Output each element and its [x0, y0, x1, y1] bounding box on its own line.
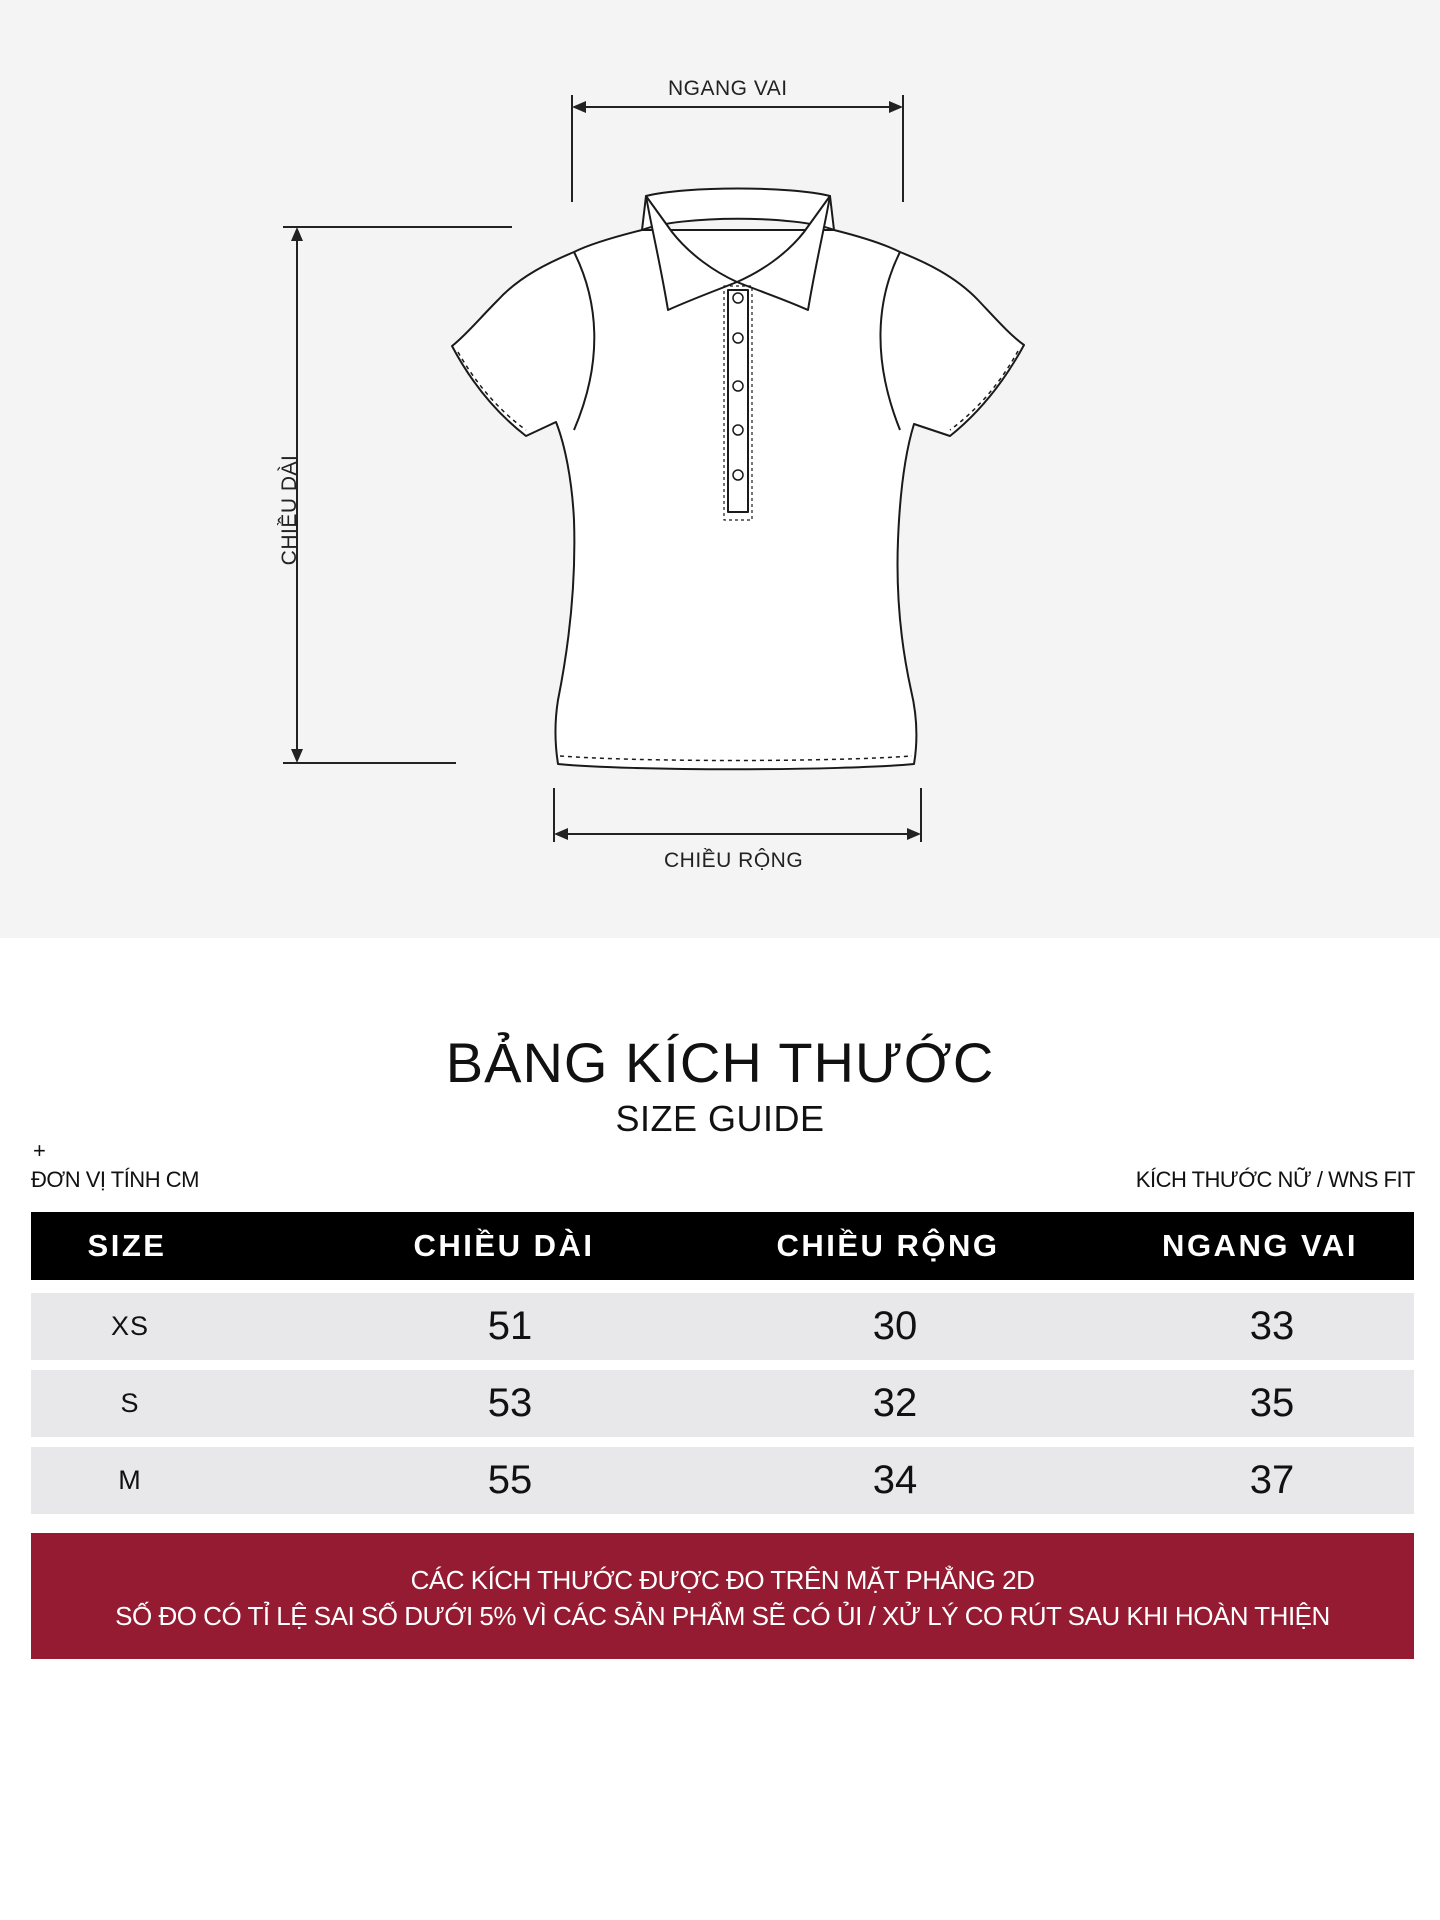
- length-label: CHIỀU DÀI: [278, 454, 301, 566]
- column-header-length: CHIỀU DÀI: [413, 1228, 595, 1263]
- arrowhead-icon: [907, 828, 921, 840]
- page-title: BẢNG KÍCH THƯỚC: [445, 1031, 995, 1094]
- width-cell: 34: [872, 1458, 918, 1502]
- arrowhead-icon: [572, 101, 586, 113]
- arrowhead-icon: [889, 101, 903, 113]
- column-header-shoulder: NGANG VAI: [1162, 1228, 1358, 1263]
- shoulder-width-label: NGANG VAI: [668, 77, 788, 100]
- arrowhead-icon: [291, 749, 303, 763]
- note-line-2: SỐ ĐO CÓ TỈ LỆ SAI SỐ DƯỚI 5% VÌ CÁC SẢN PHẨM SẼ CÓ ỦI / XỬ LÝ CO RÚT SAU KHI HOÀN THIỆN: [115, 1601, 1330, 1631]
- chest-width-label: CHIỀU RỘNG: [664, 849, 804, 872]
- measurement-diagram: [0, 0, 1440, 938]
- size-cell: M: [118, 1465, 142, 1495]
- shoulder-cell: 33: [1249, 1304, 1295, 1348]
- arrowhead-icon: [291, 227, 303, 241]
- measurement-note-banner: [31, 1533, 1414, 1659]
- diagram-drawing: [0, 0, 1440, 938]
- table-row: [31, 1370, 1414, 1437]
- shoulder-cell: 35: [1249, 1381, 1295, 1425]
- width-cell: 30: [872, 1304, 918, 1348]
- column-header-size: SIZE: [87, 1228, 167, 1263]
- length-cell: 53: [487, 1381, 533, 1425]
- size-cell: S: [120, 1388, 140, 1418]
- arrowhead-icon: [554, 828, 568, 840]
- plus-icon: +: [33, 1138, 46, 1163]
- length-cell: 51: [487, 1304, 533, 1348]
- table-row: [31, 1293, 1414, 1360]
- unit-note: ĐƠN VỊ TÍNH CM: [31, 1167, 199, 1192]
- width-cell: 32: [872, 1381, 918, 1425]
- size-cell: XS: [110, 1311, 150, 1341]
- size-table-header: [31, 1212, 1414, 1280]
- fit-note: KÍCH THƯỚC NỮ / WNS FIT: [1135, 1167, 1415, 1192]
- page-subtitle: SIZE GUIDE: [615, 1098, 825, 1139]
- note-line-1: CÁC KÍCH THƯỚC ĐƯỢC ĐO TRÊN MẶT PHẲNG 2D: [410, 1565, 1035, 1595]
- column-header-width: CHIỀU RỘNG: [776, 1228, 1000, 1263]
- shoulder-cell: 37: [1249, 1458, 1295, 1502]
- table-row: [31, 1447, 1414, 1514]
- length-cell: 55: [487, 1458, 533, 1502]
